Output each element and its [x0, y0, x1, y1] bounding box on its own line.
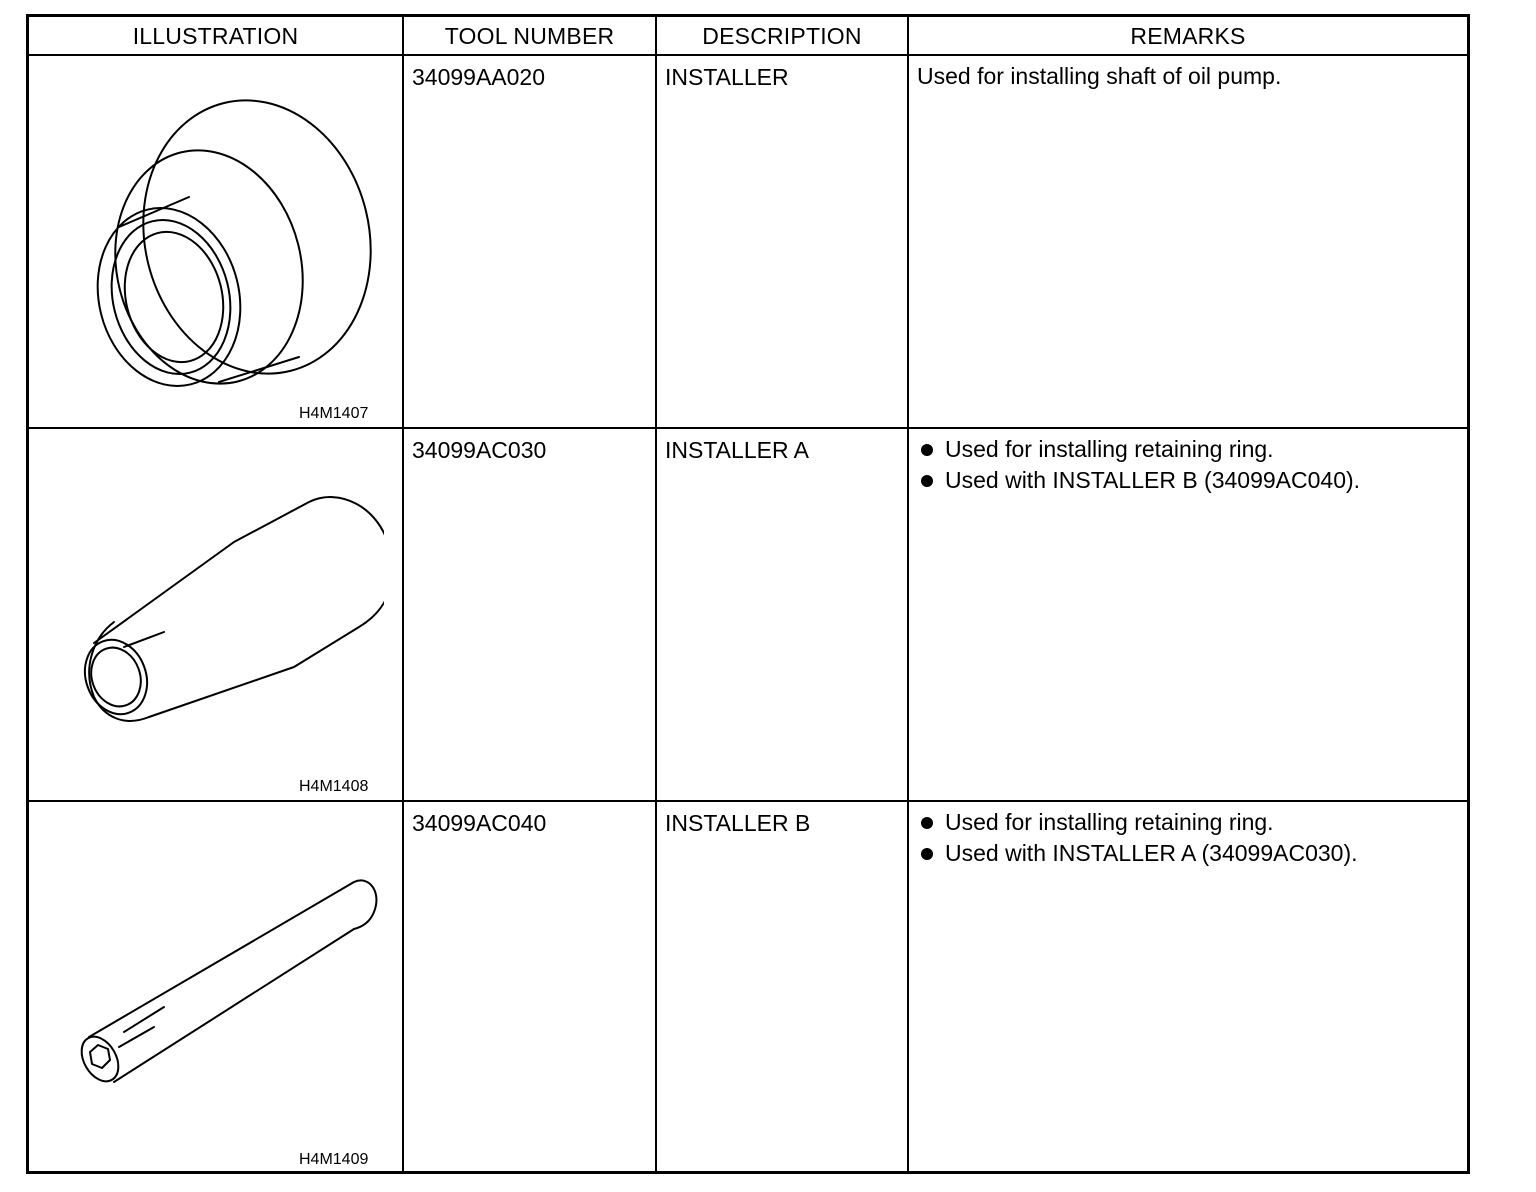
- cylindrical-installer-icon: [59, 87, 379, 407]
- bullet-icon: [921, 817, 933, 829]
- header-illustration: ILLUSTRATION: [132, 22, 299, 49]
- header-tool-number: TOOL NUMBER: [444, 22, 615, 49]
- bullet-icon: [921, 444, 933, 456]
- remark-item: Used with INSTALLER A (34099AC030).: [917, 838, 1457, 869]
- tool-number: 34099AA020: [412, 64, 546, 90]
- header-remarks: REMARKS: [1130, 22, 1246, 49]
- description: INSTALLER A: [665, 437, 810, 463]
- column-divider: [402, 17, 404, 1171]
- row-divider: [29, 800, 1467, 802]
- remarks: [917, 807, 1457, 869]
- remark-item: Used with INSTALLER B (34099AC040).: [917, 465, 1457, 496]
- remark-item: Used for installing retaining ring.: [917, 807, 1457, 838]
- description: INSTALLER B: [665, 810, 811, 836]
- column-divider: [907, 17, 909, 1171]
- tool-number: 34099AC030: [412, 437, 547, 463]
- illustration-code: H4M1409: [299, 1151, 369, 1168]
- column-divider: [655, 17, 657, 1171]
- illustration-code: H4M1408: [299, 778, 369, 795]
- header-description: DESCRIPTION: [702, 22, 862, 49]
- remark-text: Used for installing shaft of oil pump.: [917, 63, 1282, 89]
- bullet-icon: [921, 475, 933, 487]
- special-tools-table: [26, 14, 1470, 1174]
- bullet-icon: [921, 848, 933, 860]
- description: INSTALLER: [665, 64, 789, 90]
- tapered-installer-icon: [54, 477, 384, 737]
- remarks: [917, 61, 1457, 92]
- illustration-code: H4M1407: [299, 405, 369, 422]
- tool-number: 34099AC040: [412, 810, 547, 836]
- rod-installer-icon: [54, 857, 384, 1097]
- remarks: [917, 434, 1457, 496]
- remark-item: Used for installing retaining ring.: [917, 434, 1457, 465]
- row-divider: [29, 427, 1467, 429]
